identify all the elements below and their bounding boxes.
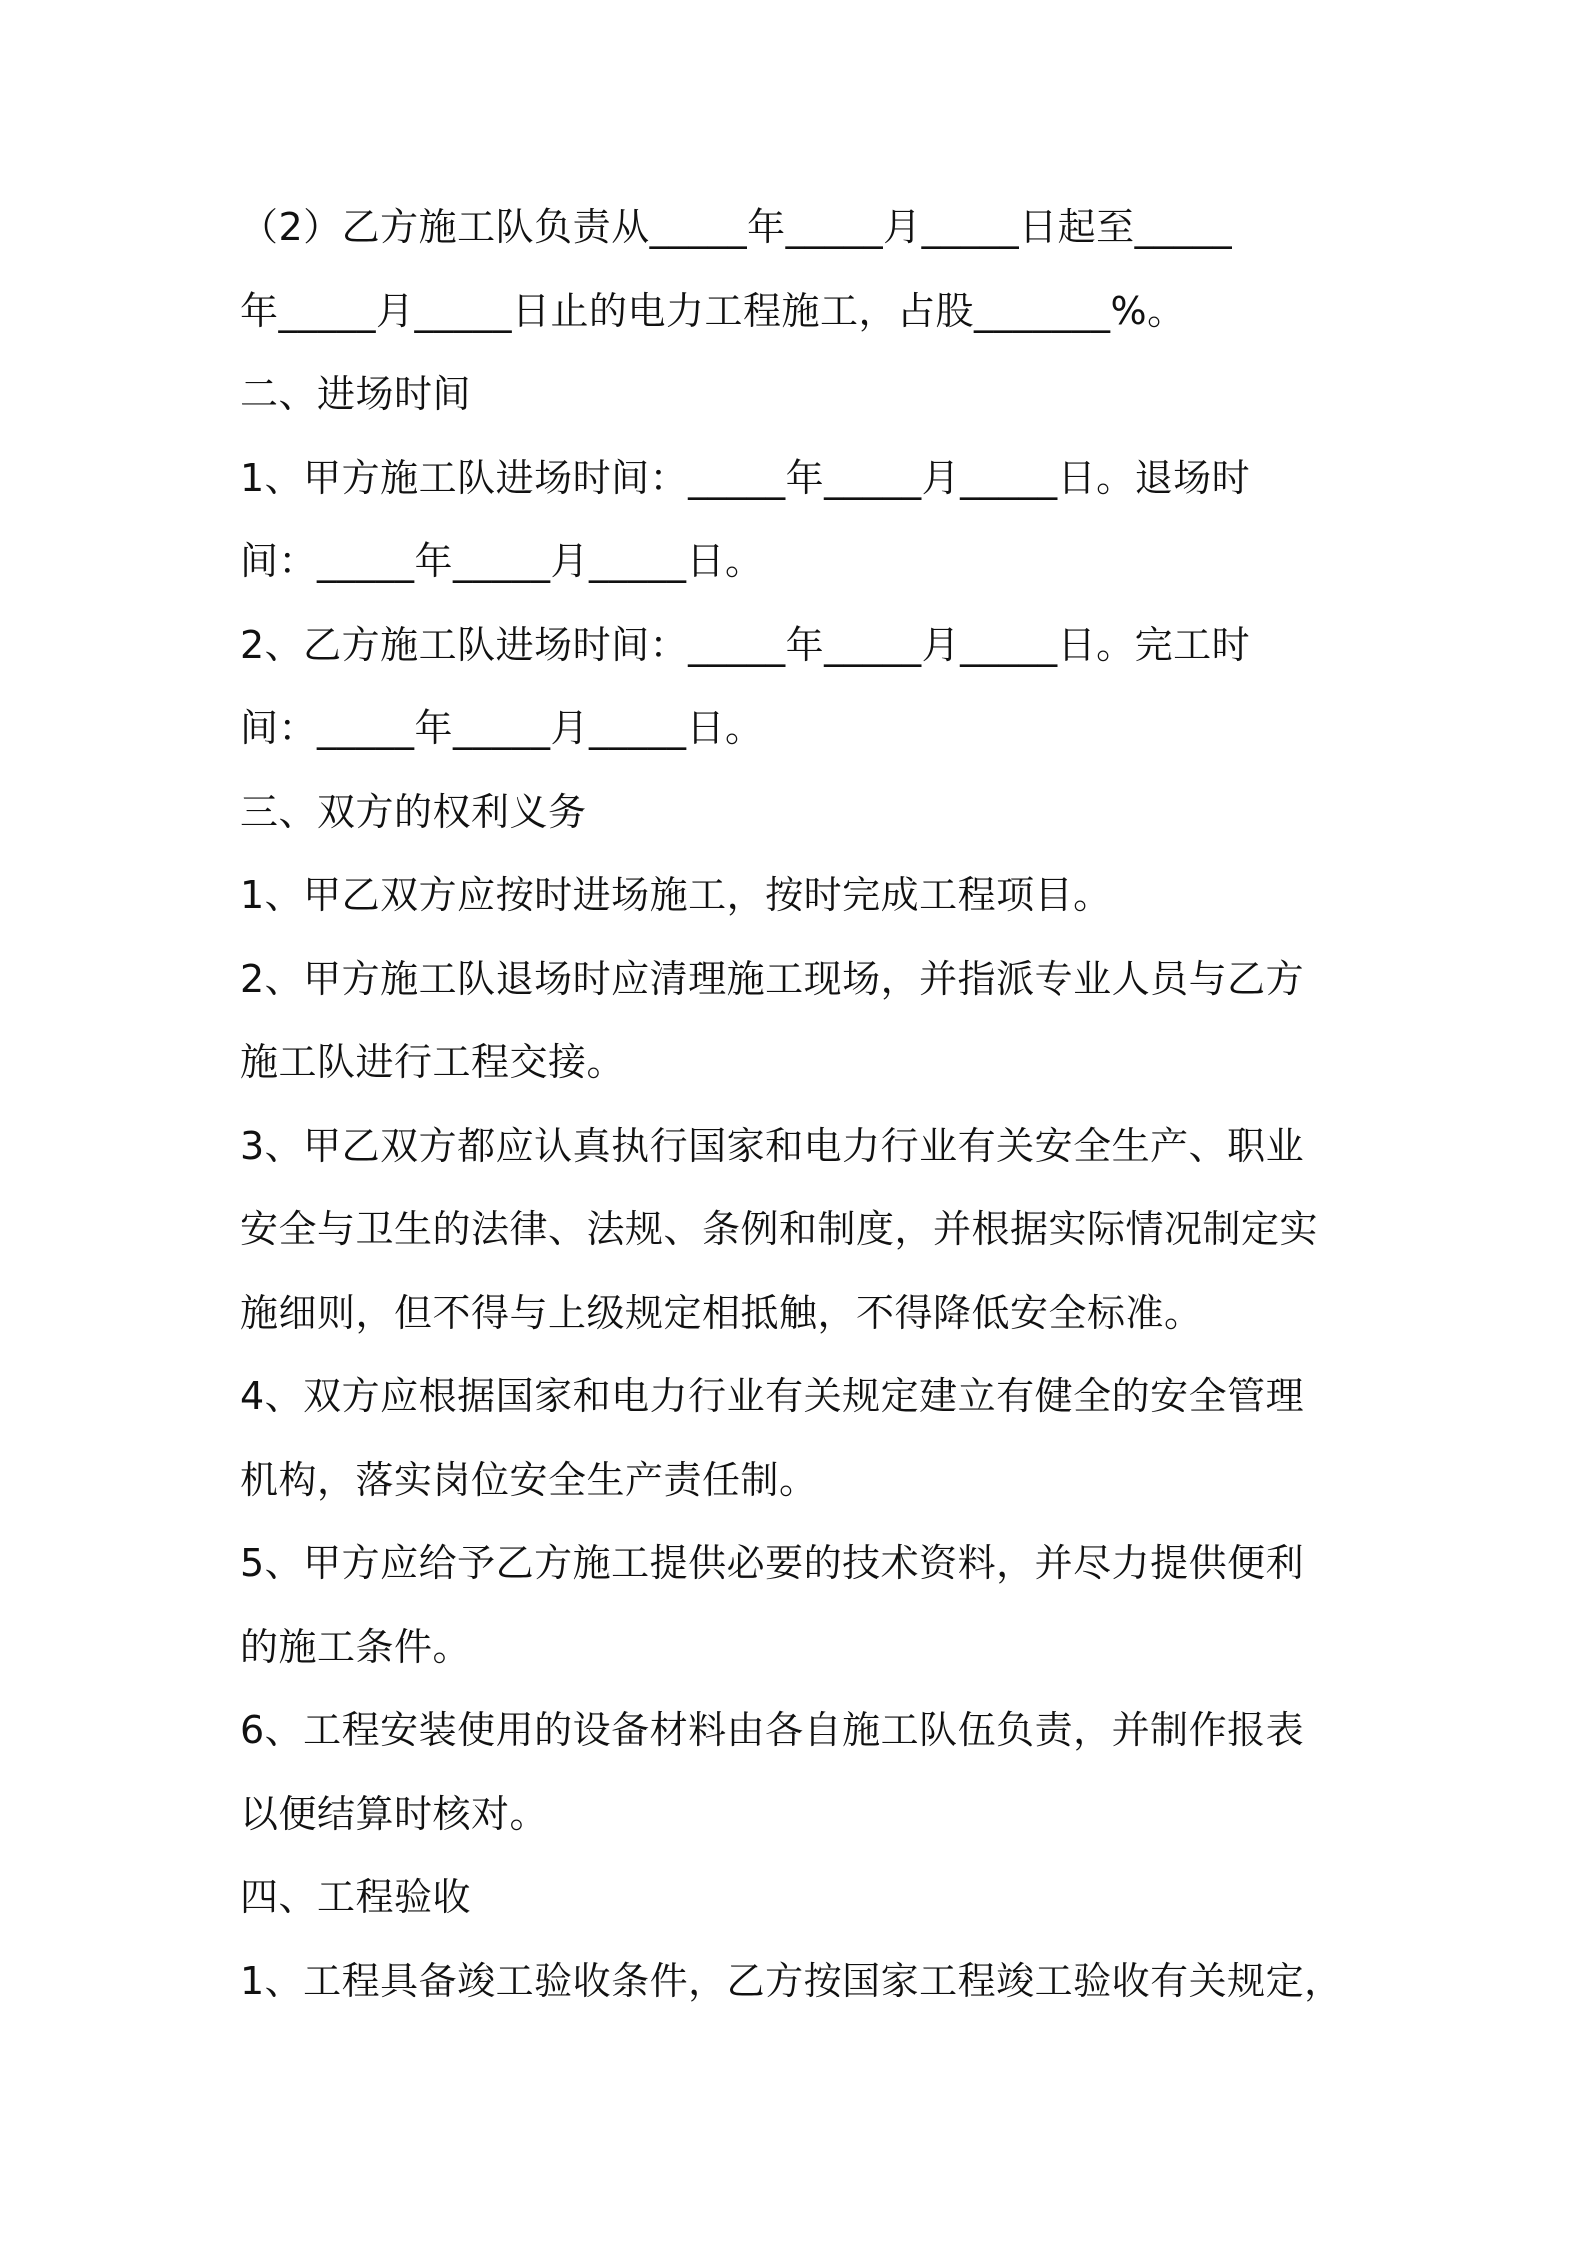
paragraph-line: 3、甲乙双方都应认真执行国家和电力行业有关安全生产、职业 <box>240 1123 1305 1168</box>
section-heading: 二、进场时间 <box>240 372 472 416</box>
paragraph-line: 的施工条件。 <box>240 1624 472 1669</box>
paragraph-line: 机构，落实岗位安全生产责任制。 <box>240 1457 818 1502</box>
paragraph-line: 2、甲方施工队退场时应清理施工现场，并指派专业人员与乙方 <box>240 956 1305 1001</box>
section-heading: 三、双方的权利义务 <box>240 789 587 834</box>
section-heading: 四、工程验收 <box>240 1875 472 1919</box>
paragraph-line: 1、甲乙双方应按时进场施工，按时完成工程项目。 <box>240 873 1112 917</box>
paragraph-line: （2）乙方施工队负责从_____年_____月_____日起至_____ <box>240 205 1233 249</box>
paragraph-line: 年_____月_____日止的电力工程施工，占股_______%。 <box>240 288 1186 333</box>
paragraph-line: 施工队进行工程交接。 <box>240 1040 626 1084</box>
document-body <box>240 186 1370 2023</box>
paragraph-line: 以便结算时核对。 <box>240 1791 549 1836</box>
paragraph-line: 1、工程具备竣工验收条件，乙方按国家工程竣工验收有关规定， <box>240 1958 1343 2003</box>
paragraph-line: 2、乙方施工队进场时间：_____年_____月_____日。完工时 <box>240 622 1251 667</box>
paragraph-line: 间：_____年_____月_____日。 <box>240 539 764 583</box>
paragraph-line: 4、双方应根据国家和电力行业有关规定建立有健全的安全管理 <box>240 1374 1305 1418</box>
paragraph-line: 间：_____年_____月_____日。 <box>240 706 764 750</box>
paragraph-line: 安全与卫生的法律、法规、条例和制度，并根据实际情况制定实 <box>240 1207 1319 1251</box>
paragraph-line: 5、甲方应给予乙方施工提供必要的技术资料，并尽力提供便利 <box>240 1541 1305 1585</box>
paragraph-line: 6、工程安装使用的设备材料由各自施工队伍负责，并制作报表 <box>240 1708 1305 1752</box>
paragraph-line: 施细则，但不得与上级规定相抵触，不得降低安全标准。 <box>240 1290 1203 1335</box>
paragraph-line: 1、甲方施工队进场时间：_____年_____月_____日。退场时 <box>240 455 1251 500</box>
